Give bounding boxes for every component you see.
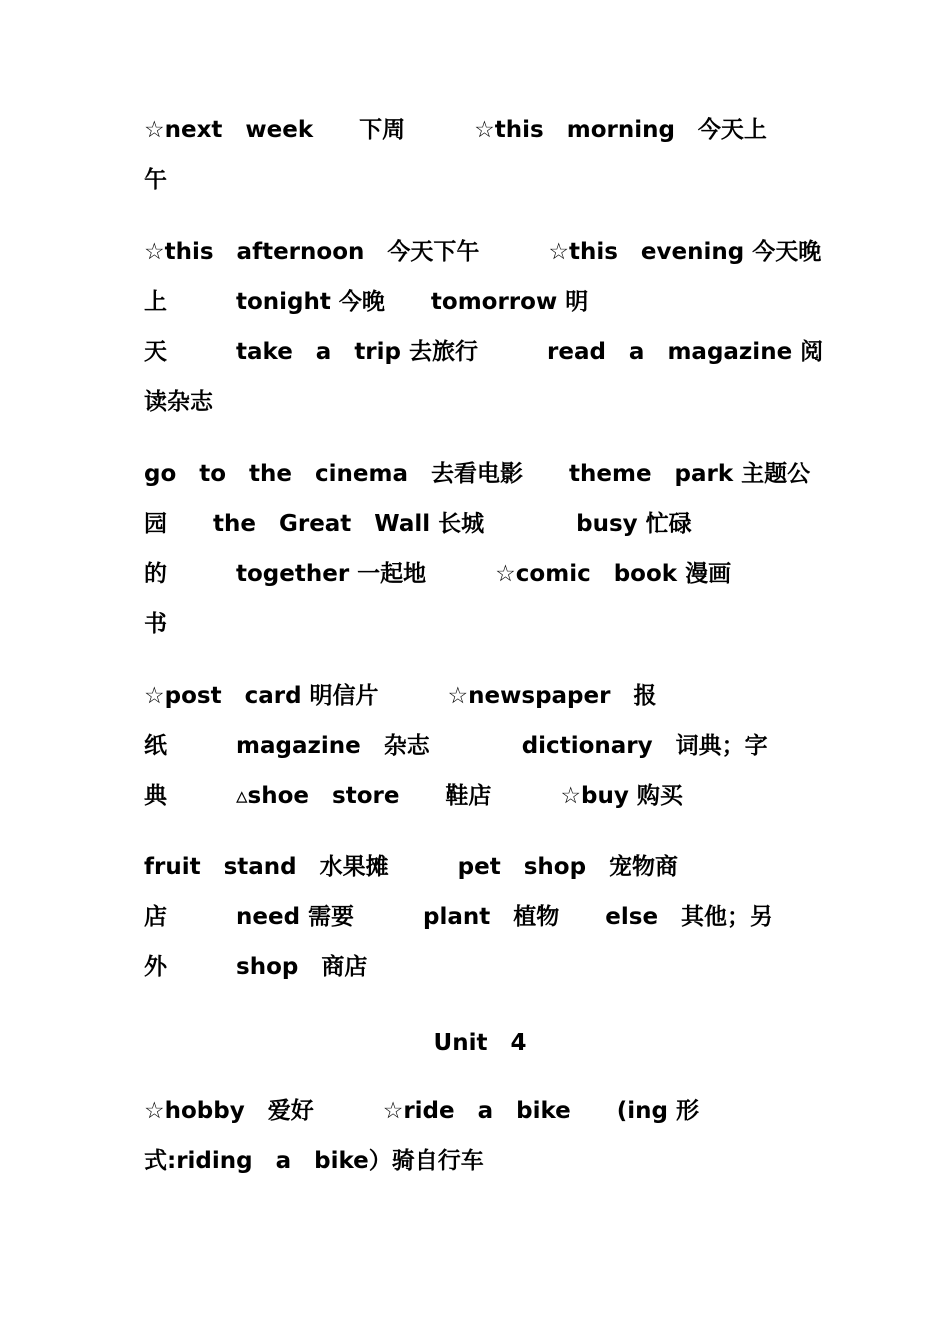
unit-heading: Unit 4 [433, 1030, 527, 1056]
vocab-line: fruit stand 水果摊 pet shop 宠物商 [144, 854, 679, 880]
vocab-line: 纸 magazine 杂志 dictionary 词典；字 [144, 733, 768, 759]
vocab-line: go to the cinema 去看电影 theme park 主题公 [144, 461, 811, 487]
vocab-line: 书 [144, 611, 167, 637]
vocab-line: 读杂志 [144, 389, 213, 415]
vocab-line: 店 need 需要 plant 植物 else 其他；另 [144, 904, 774, 930]
vocab-line: 午 [144, 167, 167, 193]
vocab-line: 上 tonight 今晚 tomorrow 明 [144, 289, 589, 315]
vocab-line: 典 ▵shoe store 鞋店 ☆buy 购买 [144, 783, 683, 809]
vocab-line: 式:riding a bike）骑自行车 [144, 1148, 484, 1174]
vocab-line: ☆hobby 爱好 ☆ride a bike (ing 形 [144, 1098, 700, 1124]
vocab-line: ☆next week 下周 ☆this morning 今天上 [144, 117, 767, 143]
vocab-line: 天 take a trip 去旅行 read a magazine 阅 [144, 339, 824, 365]
vocab-line: 的 together 一起地 ☆comic book 漫画 [144, 561, 732, 587]
vocab-line: ☆this afternoon 今天下午 ☆this evening 今天晚 [144, 239, 822, 265]
vocab-line: 外 shop 商店 [144, 954, 368, 980]
vocab-line: ☆post card 明信片 ☆newspaper 报 [144, 683, 657, 709]
vocab-line: 园 the Great Wall 长城 busy 忙碌 [144, 511, 692, 537]
